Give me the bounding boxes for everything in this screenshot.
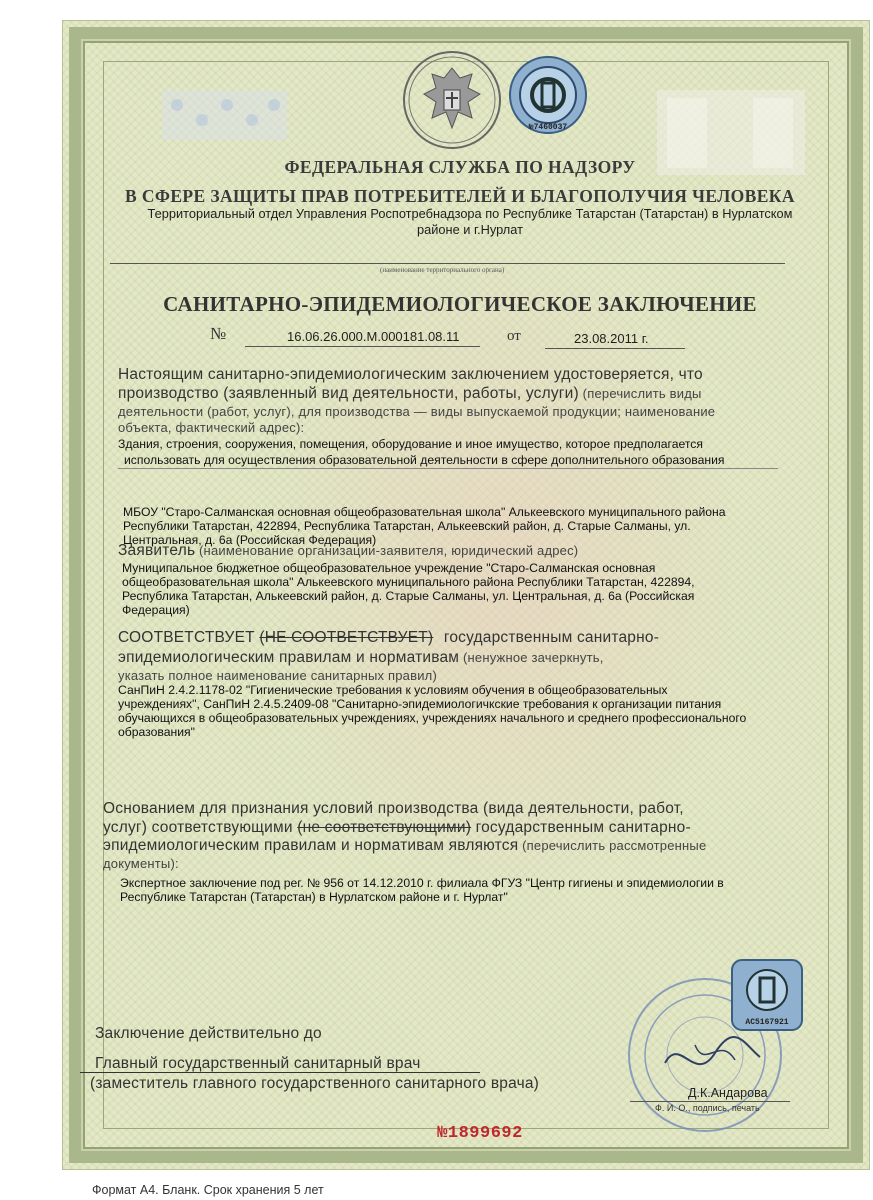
number-label: № [210,324,227,343]
date-label: от [507,328,521,344]
chief-line1: Главный государственный санитарный врач [95,1055,421,1072]
svg-text:№7460037: №7460037 [528,123,568,132]
blank-serial-number: №1899692 [437,1124,523,1143]
agency-name-line1: ФЕДЕРАЛЬНАЯ СЛУЖБА ПО НАДЗОРУ [284,157,636,177]
territorial-underline [110,263,785,264]
conformity-line2: эпидемиологическим правилам и нормативам (ненужное зачеркнуть, [118,649,604,666]
certify-line2: производство (заявленный вид деятельности, работы, услуги) (перечислить виды [118,385,702,402]
rules-line4: образования" [118,725,195,739]
coat-of-arms-emblem-icon [400,48,504,152]
certify-line4: объекта, фактический адрес): [118,420,305,435]
agency-name-line2: В СФЕРЕ ЗАЩИТЫ ПРАВ ПОТРЕБИТЕЛЕЙ И БЛАГОПОЛУЧИЯ ЧЕЛОВЕКА [125,186,795,206]
school-line1: МБОУ "Старо-Салманская основная общеобразовательная школа" Алькеевского муниципального района [123,505,726,519]
object-line1: Здания, строения, сооружения, помещения, оборудование и иное имущество, которое предполагается [118,437,703,451]
svg-text:AC5167921: AC5167921 [745,1018,789,1027]
basis-line1: Основанием для признания условий производства (вида деятельности, работ, [103,800,684,817]
document-title: САНИТАРНО-ЭПИДЕМИОЛОГИЧЕСКОЕ ЗАКЛЮЧЕНИЕ [163,292,757,316]
expert-line2: Республике Татарстан (Татарстан) в Нурлатском районе и г. Нурлат" [120,890,508,904]
chief-line2: (заместитель главного государственного санитарного врача) [90,1075,540,1092]
certify-line3: деятельности (работ, услуг), для производства — виды выпускаемой продукции; наименование [118,404,716,419]
certificate-date: 23.08.2011 г. [574,331,649,346]
territorial-body-line1: Территориальный отдел Управления Роспотребнадзора по Республике Татарстан (Татарстан) в Нурлатском [147,206,793,221]
security-watermark-left [162,90,287,140]
footer-note: Формат А4. Бланк. Срок хранения 5 лет [92,1183,324,1197]
school-line3: Центральная, д. 6а (Российская Федерация) [123,533,377,547]
applicant-label: Заявитель (наименование организации-заявителя, юридический адрес) [118,542,579,559]
object-line2: использовать для осуществления образовательной деятельности в сфере дополнительного образования [124,453,725,467]
basis-line4: документы): [103,856,179,871]
validity-label: Заключение действительно до [95,1025,322,1042]
conformity-line3: указать полное наименование санитарных правил) [118,668,437,683]
rules-line3: обучающихся в общеобразовательных учреждениях, учреждениях начального и среднего профессионального [118,711,747,725]
hologram-seal-icon [508,55,588,135]
applicant-line4: Федерация) [122,603,190,617]
certificate-number: 16.06.26.000.М.000181.08.11 [287,329,460,344]
expert-line1: Экспертное заключение под рег. № 956 от 14.12.2010 г. филиала ФГУЗ "Центр гигиены и эпидемиологии в [120,876,724,890]
signer-name: Д.К.Андарова [688,1086,768,1100]
rules-line2: учреждениях", СанПиН 2.4.5.2409-08 "Санитарно-эпидемиологичкские требования к организации питания [118,697,722,711]
applicant-line3: Республика Татарстан, Алькеевский район, д. Старые Салманы, ул. Центральная, д. 6а (Российская [122,589,695,603]
hologram-seal-bottom-icon [730,958,804,1032]
school-line2: Республики Татарстан, 422894, Республика Татарстан, Алькеевский район, д. Старые Салманы, ул. [123,519,691,533]
basis-line2: услуг) соответствующими (не соответствующими) государственным санитарно- [103,819,691,836]
rules-line1: СанПиН 2.4.2.1178-02 "Гигиенические требования к условиям обучения в общеобразовательных [118,683,668,697]
basis-line3: эпидемиологическим правилам и нормативам являются (перечислить рассмотренные [103,837,707,854]
conformity-no-struck: (НЕ СООТВЕТСТВУЕТ) [259,629,434,646]
certify-line1: Настоящим санитарно-эпидемиологическим заключением удостоверяется, что [118,366,703,383]
applicant-line1: Муниципальное бюджетное общеобразовательное учреждение "Старо-Салманская основная [122,561,656,575]
conformity-yes: СООТВЕТСТВУЕТ [118,629,255,646]
conformity-line1: СООТВЕТСТВУЕТ (НЕ СООТВЕТСТВУЕТ) государственным санитарно- [118,629,660,646]
territorial-caption: (наименование территориального органа) [380,266,505,274]
signer-caption: Ф. И. О., подпись, печать [655,1103,760,1113]
applicant-line2: общеобразовательная школа" Алькеевского муниципального района Республики Татарстан, 422894, [122,575,695,589]
territorial-body-line2: районе и г.Нурлат [417,222,523,237]
